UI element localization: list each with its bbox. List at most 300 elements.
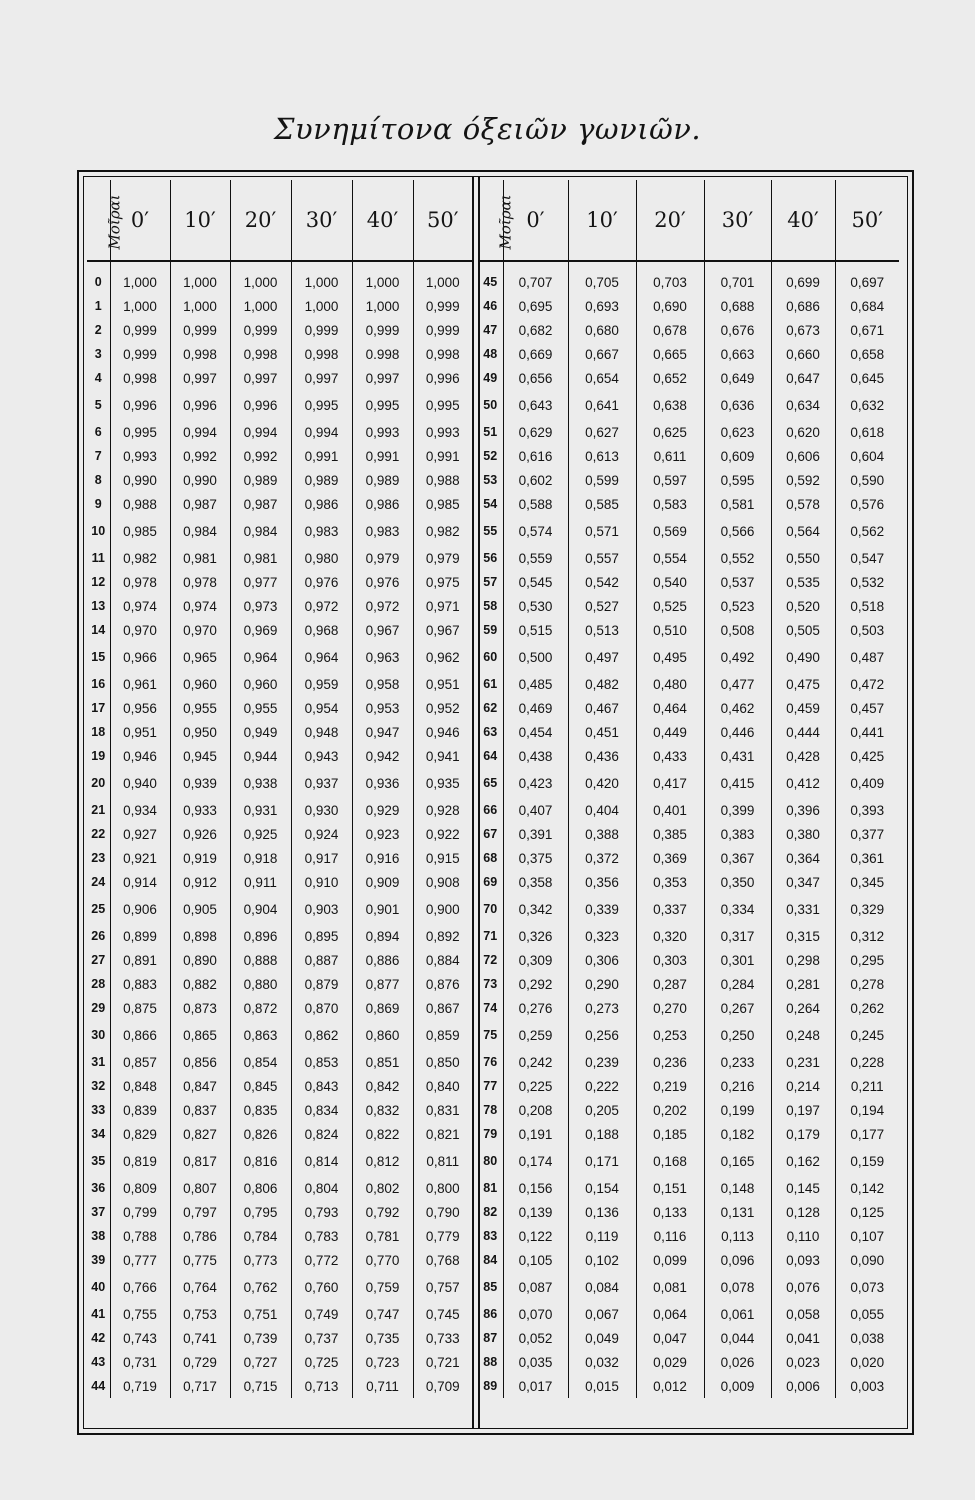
cosine-value-cell: 0,979 <box>425 550 460 566</box>
cosine-value-cell: 0,944 <box>230 744 291 768</box>
cosine-value-cell: 0,532 <box>850 574 885 590</box>
cosine-value-cell: 0,298 <box>771 948 835 972</box>
cosine-value-cell: 0.998 <box>352 342 413 366</box>
cosine-value-cell: 0,012 <box>636 1374 704 1398</box>
degree-cell: 64 <box>478 744 503 768</box>
degree-cell: 15 <box>87 642 110 672</box>
cosine-value-cell: 0,847 <box>170 1074 230 1098</box>
cosine-value-cell: 0,032 <box>568 1350 636 1374</box>
cosine-value-cell: 0,353 <box>636 870 704 894</box>
cosine-value-cell: 0,972 <box>352 594 413 618</box>
degree-cell: 78 <box>478 1098 503 1122</box>
cosine-value-cell: 0,634 <box>771 390 835 420</box>
table-row <box>478 642 899 672</box>
cosine-value-cell: 0,690 <box>636 294 704 318</box>
degree-cell: 88 <box>478 1350 503 1374</box>
degree-cell: 13 <box>87 594 110 618</box>
degree-cell: 44 <box>87 1374 110 1398</box>
table-row <box>87 768 472 798</box>
cosine-value-cell: 1,000 <box>230 261 291 294</box>
cosine-value-cell: 0,990 <box>170 468 230 492</box>
cosine-value-cell: 0,540 <box>636 570 704 594</box>
cosine-value-cell: 0,997 <box>291 366 352 390</box>
cosine-value-cell: 0,585 <box>568 492 636 516</box>
cosine-value-cell: 0,571 <box>568 516 636 546</box>
cosine-value-cell: 0,999 <box>170 318 230 342</box>
cosine-value-cell: 0,867 <box>425 1000 460 1016</box>
cosine-value-cell: 0,270 <box>636 996 704 1020</box>
cosine-value-cell: 0,942 <box>352 744 413 768</box>
cosine-value-cell: 0,988 <box>110 492 170 516</box>
degree-cell: 48 <box>478 342 503 366</box>
degree-cell: 40 <box>87 1272 110 1302</box>
cosine-value-cell: 0,792 <box>352 1200 413 1224</box>
cosine-value-cell: 0,602 <box>503 468 568 492</box>
cosine-value-cell: 0,391 <box>503 822 568 846</box>
cosine-value-cell: 0,914 <box>110 870 170 894</box>
cosine-value-cell: 0,709 <box>425 1378 460 1394</box>
cosine-value-cell: 0,939 <box>170 768 230 798</box>
cosine-value-cell: 0,527 <box>568 594 636 618</box>
cosine-value-cell: 0,510 <box>636 618 704 642</box>
table-left-half <box>87 180 472 1398</box>
cosine-value-cell: 0,762 <box>230 1272 291 1302</box>
cosine-value-cell: 0,996 <box>110 390 170 420</box>
cosine-value-cell: 0,982 <box>425 523 460 539</box>
cosine-value-cell: 0,611 <box>636 444 704 468</box>
cosine-value-cell: 0,017 <box>503 1374 568 1398</box>
cosine-value-cell: 0,148 <box>704 1176 771 1200</box>
cosine-value-cell: 0,857 <box>110 1050 170 1074</box>
cosine-value-cell: 0,383 <box>704 822 771 846</box>
cosine-value-cell: 0,358 <box>503 870 568 894</box>
cosine-value-cell: 0,705 <box>568 261 636 294</box>
cosine-value-cell: 0,814 <box>291 1146 352 1176</box>
cosine-value-cell: 0,096 <box>704 1248 771 1272</box>
table-row <box>87 870 472 894</box>
degree-cell: 21 <box>87 798 110 822</box>
degree-cell: 7 <box>87 444 110 468</box>
cosine-value-cell: 0,875 <box>110 996 170 1020</box>
table-row <box>87 1224 472 1248</box>
degree-cell: 34 <box>87 1122 110 1146</box>
cosine-value-cell: 0,139 <box>503 1200 568 1224</box>
cosine-value-cell: 0,469 <box>503 696 568 720</box>
degree-cell: 28 <box>87 972 110 996</box>
cosine-value-cell: 0,326 <box>503 924 568 948</box>
cosine-value-cell: 0,799 <box>110 1200 170 1224</box>
cosine-value-cell: 0,467 <box>568 696 636 720</box>
cosine-value-cell: 1,000 <box>230 294 291 318</box>
cosine-value-cell: 0,999 <box>352 318 413 342</box>
cosine-value-cell: 0,994 <box>291 420 352 444</box>
cosine-value-cell: 0,898 <box>170 924 230 948</box>
cosine-value-cell: 0,931 <box>230 798 291 822</box>
degree-cell: 71 <box>478 924 503 948</box>
cosine-value-cell: 0,350 <box>704 870 771 894</box>
degree-cell: 65 <box>478 768 503 798</box>
cosine-value-cell: 0,364 <box>771 846 835 870</box>
cosine-value-cell: 0,142 <box>850 1180 885 1196</box>
minute-header: 40′ <box>352 180 413 261</box>
cosine-value-cell: 0,981 <box>170 546 230 570</box>
table-row <box>87 546 472 570</box>
table-row <box>478 444 899 468</box>
cosine-value-cell: 0,020 <box>850 1354 885 1370</box>
cosine-value-cell: 0,179 <box>771 1122 835 1146</box>
cosine-value-cell: 0,947 <box>352 720 413 744</box>
table-row <box>478 618 899 642</box>
cosine-value-cell: 0,508 <box>704 618 771 642</box>
cosine-value-cell: 0,372 <box>568 846 636 870</box>
table-row <box>87 492 472 516</box>
cosine-value-cell: 0,941 <box>425 748 460 764</box>
cosine-value-cell: 0,999 <box>110 342 170 366</box>
cosine-value-cell: 0,026 <box>704 1350 771 1374</box>
cosine-value-cell: 0,658 <box>850 346 885 362</box>
cosine-value-cell: 0,869 <box>352 996 413 1020</box>
cosine-value-cell: 0,399 <box>704 798 771 822</box>
cosine-value-cell: 0,872 <box>230 996 291 1020</box>
table-row <box>478 996 899 1020</box>
degree-cell: 1 <box>87 294 110 318</box>
cosine-value-cell: 0,824 <box>291 1122 352 1146</box>
table-row <box>87 1050 472 1074</box>
cosine-value-cell: 0,276 <box>503 996 568 1020</box>
degree-cell: 32 <box>87 1074 110 1098</box>
cosine-value-cell: 0,999 <box>230 318 291 342</box>
cosine-value-cell: 0,035 <box>503 1350 568 1374</box>
cosine-value-cell: 0,900 <box>425 901 460 917</box>
cosine-value-cell: 0,737 <box>291 1326 352 1350</box>
cosine-value-cell: 0,853 <box>291 1050 352 1074</box>
minute-header: 50′ <box>413 180 472 261</box>
cosine-value-cell: 0,784 <box>230 1224 291 1248</box>
cosine-value-cell: 0,636 <box>704 390 771 420</box>
cosine-value-cell: 0,766 <box>110 1272 170 1302</box>
cosine-value-cell: 0,973 <box>230 594 291 618</box>
cosine-value-cell: 0,530 <box>503 594 568 618</box>
degree-cell: 33 <box>87 1098 110 1122</box>
cosine-value-cell: 0,986 <box>352 492 413 516</box>
cosine-value-cell: 0,125 <box>850 1204 885 1220</box>
cosine-value-cell: 0,485 <box>503 672 568 696</box>
cosine-value-cell: 1,000 <box>291 294 352 318</box>
table-right-half <box>478 180 899 1398</box>
cosine-value-cell: 0,992 <box>170 444 230 468</box>
cosine-value-cell: 0,895 <box>291 924 352 948</box>
cosine-value-cell: 0,604 <box>850 448 885 464</box>
cosine-value-cell: 0,741 <box>170 1326 230 1350</box>
degree-cell: 58 <box>478 594 503 618</box>
cosine-value-cell: 0,699 <box>771 261 835 294</box>
degree-cell: 59 <box>478 618 503 642</box>
cosine-value-cell: 0,182 <box>704 1122 771 1146</box>
cosine-value-cell: 0,191 <box>503 1122 568 1146</box>
table-row <box>478 1248 899 1272</box>
cosine-value-cell: 0,905 <box>170 894 230 924</box>
cosine-value-cell: 0,547 <box>850 550 885 566</box>
cosine-value-cell: 0,891 <box>110 948 170 972</box>
cosine-value-cell: 0,990 <box>110 468 170 492</box>
cosine-value-cell: 0,998 <box>230 342 291 366</box>
cosine-value-cell: 0,911 <box>230 870 291 894</box>
cosine-value-cell: 0,669 <box>503 342 568 366</box>
degree-cell: 41 <box>87 1302 110 1326</box>
table-row <box>87 1098 472 1122</box>
cosine-value-cell: 0,850 <box>425 1054 460 1070</box>
degree-cell: 9 <box>87 492 110 516</box>
cosine-value-cell: 0,809 <box>110 1176 170 1200</box>
cosine-value-cell: 0,879 <box>291 972 352 996</box>
cosine-value-cell: 0,428 <box>771 744 835 768</box>
table-row <box>87 1302 472 1326</box>
cosine-value-cell: 0,684 <box>850 298 885 314</box>
cosine-value-cell: 0,023 <box>771 1350 835 1374</box>
cosine-value-cell: 0,775 <box>170 1248 230 1272</box>
cosine-value-cell: 0,090 <box>850 1252 885 1268</box>
cosine-value-cell: 0,312 <box>850 928 885 944</box>
table-row <box>478 1176 899 1200</box>
cosine-value-cell: 0,995 <box>291 390 352 420</box>
cosine-value-cell: 0,609 <box>704 444 771 468</box>
cosine-value-cell: 0,701 <box>704 261 771 294</box>
table-row <box>478 294 899 318</box>
cosine-value-cell: 0,928 <box>425 802 460 818</box>
minute-header: 0′ <box>503 180 568 261</box>
table-row <box>87 390 472 420</box>
cosine-value-cell: 0,550 <box>771 546 835 570</box>
cosine-value-cell: 0,886 <box>352 948 413 972</box>
minute-header: 20′ <box>230 180 291 261</box>
cosine-value-cell: 0,015 <box>568 1374 636 1398</box>
cosine-value-cell: 0,994 <box>170 420 230 444</box>
table-row <box>478 894 899 924</box>
cosine-value-cell: 0,388 <box>568 822 636 846</box>
cosine-value-cell: 0,834 <box>291 1098 352 1122</box>
table-row <box>87 642 472 672</box>
cosine-value-cell: 0,552 <box>704 546 771 570</box>
degree-cell: 19 <box>87 744 110 768</box>
cosine-value-cell: 0,969 <box>230 618 291 642</box>
cosine-value-cell: 0,497 <box>568 642 636 672</box>
table-row <box>478 1374 899 1398</box>
cosine-value-cell: 0,425 <box>850 748 885 764</box>
cosine-table-left <box>87 180 472 1398</box>
cosine-value-cell: 0,760 <box>291 1272 352 1302</box>
cosine-value-cell: 0,159 <box>850 1153 885 1169</box>
cosine-value-cell: 0,988 <box>425 472 460 488</box>
cosine-value-cell: 0,345 <box>850 874 885 890</box>
degree-column-header: Μοῖραι <box>87 180 110 261</box>
table-row <box>478 492 899 516</box>
table-row <box>87 261 472 294</box>
cosine-value-cell: 0,978 <box>170 570 230 594</box>
cosine-value-cell: 0,916 <box>352 846 413 870</box>
cosine-value-cell: 0,909 <box>352 870 413 894</box>
cosine-value-cell: 1,000 <box>110 294 170 318</box>
cosine-value-cell: 0,177 <box>850 1126 885 1142</box>
table-row <box>87 1146 472 1176</box>
cosine-value-cell: 0,444 <box>771 720 835 744</box>
cosine-value-cell: 1,000 <box>425 274 460 290</box>
degree-cell: 0 <box>87 261 110 294</box>
cosine-value-cell: 0,542 <box>568 570 636 594</box>
cosine-value-cell: 0,535 <box>771 570 835 594</box>
cosine-value-cell: 1,000 <box>291 261 352 294</box>
table-row <box>87 948 472 972</box>
cosine-value-cell: 0,743 <box>110 1326 170 1350</box>
cosine-value-cell: 0,997 <box>352 366 413 390</box>
cosine-value-cell: 0,480 <box>636 672 704 696</box>
table-row <box>478 870 899 894</box>
table-row <box>87 744 472 768</box>
cosine-value-cell: 0,993 <box>110 444 170 468</box>
cosine-value-cell: 0,369 <box>636 846 704 870</box>
cosine-value-cell: 0,122 <box>503 1224 568 1248</box>
cosine-value-cell: 0,937 <box>291 768 352 798</box>
cosine-value-cell: 0,795 <box>230 1200 291 1224</box>
cosine-value-cell: 0,073 <box>850 1279 885 1295</box>
cosine-value-cell: 0,438 <box>503 744 568 768</box>
cosine-value-cell: 0,029 <box>636 1350 704 1374</box>
cosine-table-right <box>478 180 899 1398</box>
cosine-value-cell: 0,908 <box>425 874 460 890</box>
degree-cell: 37 <box>87 1200 110 1224</box>
cosine-value-cell: 0,883 <box>110 972 170 996</box>
degree-cell: 50 <box>478 390 503 420</box>
cosine-value-cell: 0,955 <box>170 696 230 720</box>
cosine-value-cell: 0,989 <box>352 468 413 492</box>
cosine-value-cell: 0,239 <box>568 1050 636 1074</box>
cosine-value-cell: 0,309 <box>503 948 568 972</box>
cosine-value-cell: 0,697 <box>850 274 885 290</box>
cosine-value-cell: 0,339 <box>568 894 636 924</box>
table-row <box>87 1200 472 1224</box>
cosine-value-cell: 0,566 <box>704 516 771 546</box>
minute-header: 20′ <box>636 180 704 261</box>
table-row <box>87 618 472 642</box>
cosine-value-cell: 0,472 <box>850 676 885 692</box>
cosine-value-cell: 0,592 <box>771 468 835 492</box>
degree-cell: 6 <box>87 420 110 444</box>
table-row <box>87 444 472 468</box>
degree-cell: 75 <box>478 1020 503 1050</box>
degree-cell: 73 <box>478 972 503 996</box>
cosine-value-cell: 0,725 <box>291 1350 352 1374</box>
table-row <box>87 516 472 546</box>
cosine-value-cell: 0,995 <box>110 420 170 444</box>
cosine-value-cell: 0,278 <box>850 976 885 992</box>
cosine-value-cell: 0,396 <box>771 798 835 822</box>
cosine-value-cell: 0,564 <box>771 516 835 546</box>
table-row <box>478 468 899 492</box>
cosine-value-cell: 0,433 <box>636 744 704 768</box>
cosine-value-cell: 0,717 <box>170 1374 230 1398</box>
cosine-value-cell: 0,256 <box>568 1020 636 1050</box>
cosine-value-cell: 0,892 <box>425 928 460 944</box>
cosine-value-cell: 0,133 <box>636 1200 704 1224</box>
cosine-value-cell: 0,049 <box>568 1326 636 1350</box>
cosine-value-cell: 0,495 <box>636 642 704 672</box>
degree-cell: 36 <box>87 1176 110 1200</box>
cosine-value-cell: 0,660 <box>771 342 835 366</box>
cosine-value-cell: 0,974 <box>110 594 170 618</box>
cosine-value-cell: 0,380 <box>771 822 835 846</box>
degree-cell: 84 <box>478 1248 503 1272</box>
cosine-value-cell: 0,887 <box>291 948 352 972</box>
cosine-value-cell: 0,113 <box>704 1224 771 1248</box>
degree-cell: 11 <box>87 546 110 570</box>
degree-cell: 45 <box>478 261 503 294</box>
table-row <box>478 1122 899 1146</box>
table-row <box>87 342 472 366</box>
degree-cell: 55 <box>478 516 503 546</box>
cosine-value-cell: 0,982 <box>110 546 170 570</box>
degree-cell: 56 <box>478 546 503 570</box>
cosine-value-cell: 0,320 <box>636 924 704 948</box>
cosine-value-cell: 0,337 <box>636 894 704 924</box>
table-row <box>87 1122 472 1146</box>
cosine-value-cell: 0,259 <box>503 1020 568 1050</box>
cosine-value-cell: 0,165 <box>704 1146 771 1176</box>
cosine-value-cell: 0,749 <box>291 1302 352 1326</box>
cosine-value-cell: 0,076 <box>771 1272 835 1302</box>
cosine-value-cell: 0,248 <box>771 1020 835 1050</box>
cosine-value-cell: 0,290 <box>568 972 636 996</box>
table-row <box>478 1098 899 1122</box>
degree-cell: 53 <box>478 468 503 492</box>
cosine-value-cell: 0,912 <box>170 870 230 894</box>
cosine-value-cell: 0,680 <box>568 318 636 342</box>
cosine-value-cell: 0,723 <box>352 1350 413 1374</box>
degree-cell: 68 <box>478 846 503 870</box>
degree-cell: 42 <box>87 1326 110 1350</box>
cosine-value-cell: 0,663 <box>704 342 771 366</box>
cosine-value-cell: 0,894 <box>352 924 413 948</box>
cosine-value-cell: 0,044 <box>704 1326 771 1350</box>
cosine-value-cell: 0,334 <box>704 894 771 924</box>
cosine-value-cell: 0,081 <box>636 1272 704 1302</box>
cosine-value-cell: 0,981 <box>230 546 291 570</box>
cosine-value-cell: 0,686 <box>771 294 835 318</box>
cosine-value-cell: 0,998 <box>291 342 352 366</box>
cosine-value-cell: 0,009 <box>704 1374 771 1398</box>
degree-cell: 80 <box>478 1146 503 1176</box>
cosine-value-cell: 0,876 <box>425 976 460 992</box>
cosine-value-cell: 0,819 <box>110 1146 170 1176</box>
cosine-value-cell: 0,641 <box>568 390 636 420</box>
cosine-value-cell: 0,581 <box>704 492 771 516</box>
cosine-value-cell: 0,904 <box>230 894 291 924</box>
cosine-value-cell: 0,901 <box>352 894 413 924</box>
cosine-value-cell: 0,665 <box>636 342 704 366</box>
degree-cell: 10 <box>87 516 110 546</box>
cosine-value-cell: 0,821 <box>425 1126 460 1142</box>
cosine-value-cell: 0,781 <box>352 1224 413 1248</box>
cosine-value-cell: 0,954 <box>291 696 352 720</box>
cosine-value-cell: 0,802 <box>352 1176 413 1200</box>
cosine-value-cell: 0,745 <box>425 1306 460 1322</box>
cosine-value-cell: 0,231 <box>771 1050 835 1074</box>
degree-cell: 66 <box>478 798 503 822</box>
cosine-value-cell: 0,934 <box>110 798 170 822</box>
cosine-value-cell: 0,840 <box>425 1078 460 1094</box>
cosine-value-cell: 0,038 <box>850 1330 885 1346</box>
cosine-value-cell: 0,500 <box>503 642 568 672</box>
degree-cell: 2 <box>87 318 110 342</box>
cosine-value-cell: 0,993 <box>425 424 460 440</box>
